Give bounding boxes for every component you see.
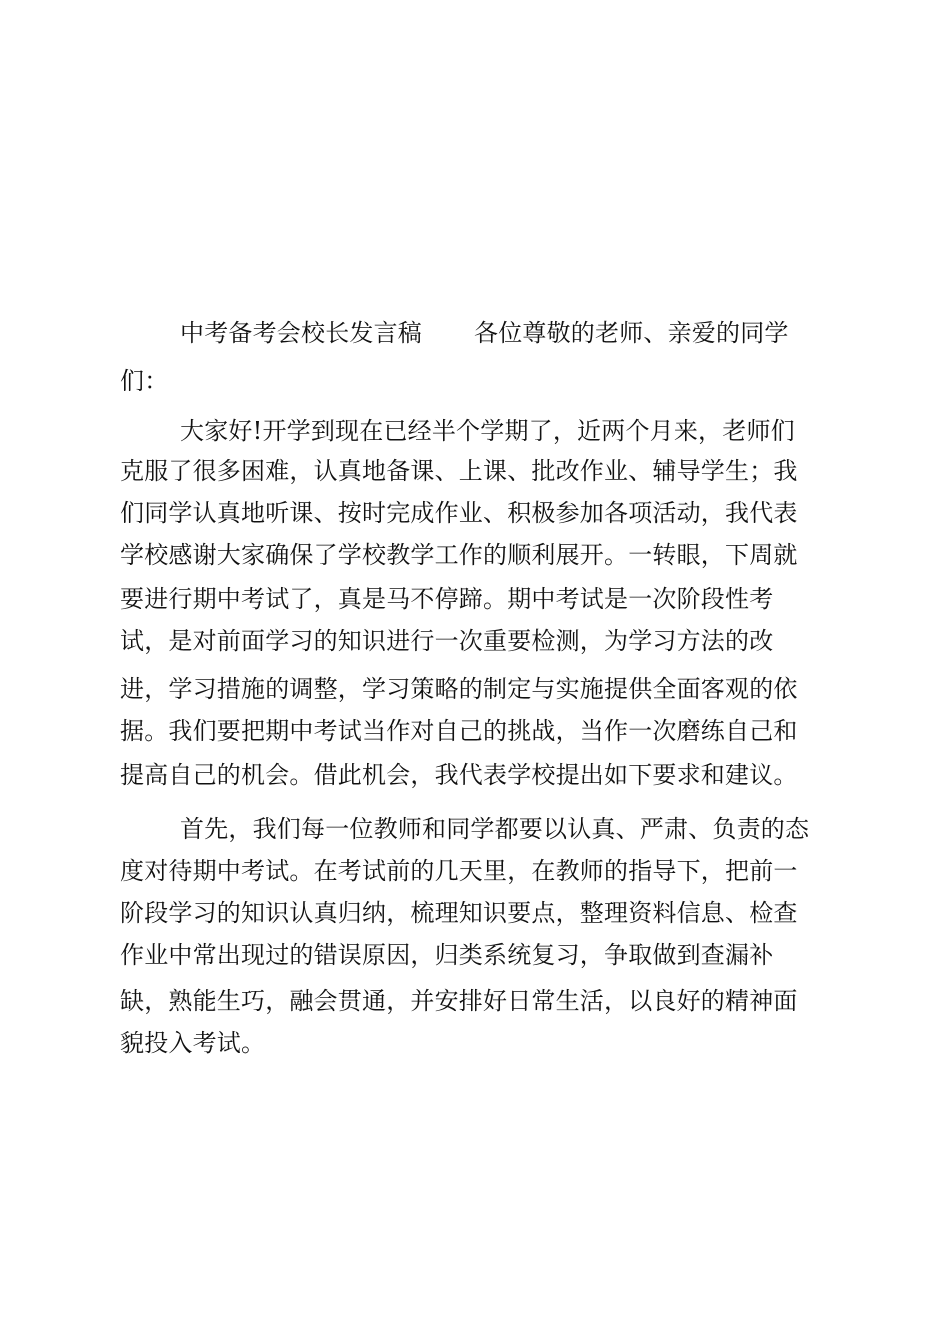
paragraph-1-line-6: 试，是对前面学习的知识进行一次重要检测，为学习方法的改 [120, 627, 774, 655]
paragraph-2-line-6: 貌投入考试。 [120, 1029, 266, 1057]
heading-line [180, 318, 840, 348]
paragraph-2-line-3: 阶段学习的知识认真归纳，梳理知识要点，整理资料信息、检查 [120, 899, 798, 927]
salutation-start: 各位尊敬的老师、亲爱的同学 [474, 319, 789, 347]
document-title: 中考备考会校长发言稿 [180, 319, 422, 347]
paragraph-1-line-3: 们同学认真地听课、按时完成作业、积极参加各项活动，我代表 [120, 499, 798, 527]
paragraph-1-line-5: 要进行期中考试了，真是马不停蹄。期中考试是一次阶段性考 [120, 585, 774, 613]
salutation-end: 们： [120, 367, 169, 395]
paragraph-1-line-8: 据。我们要把期中考试当作对自己的挑战，当作一次磨练自己和 [120, 717, 798, 745]
paragraph-2-line-4: 作业中常出现过的错误原因，归类系统复习，争取做到查漏补 [120, 941, 774, 969]
paragraph-1-line-2: 克服了很多困难，认真地备课、上课、批改作业、辅导学生；我 [120, 457, 798, 485]
paragraph-1-line-7: 进，学习措施的调整，学习策略的制定与实施提供全面客观的依 [120, 675, 798, 703]
paragraph-1-line-1: 大家好!开学到现在已经半个学期了，近两个月来，老师们 [180, 417, 795, 445]
paragraph-2-line-2: 度对待期中考试。在考试前的几天里，在教师的指导下，把前一 [120, 857, 798, 885]
paragraph-2-line-1: 首先，我们每一位教师和同学都要以认真、严肃、负责的态 [180, 815, 810, 843]
paragraph-1-line-4: 学校感谢大家确保了学校教学工作的顺利展开。一转眼，下周就 [120, 541, 798, 569]
paragraph-1-line-9: 提高自己的机会。借此机会，我代表学校提出如下要求和建议。 [120, 761, 798, 789]
paragraph-2-line-5: 缺，熟能生巧，融会贯通，并安排好日常生活，以良好的精神面 [120, 987, 798, 1015]
